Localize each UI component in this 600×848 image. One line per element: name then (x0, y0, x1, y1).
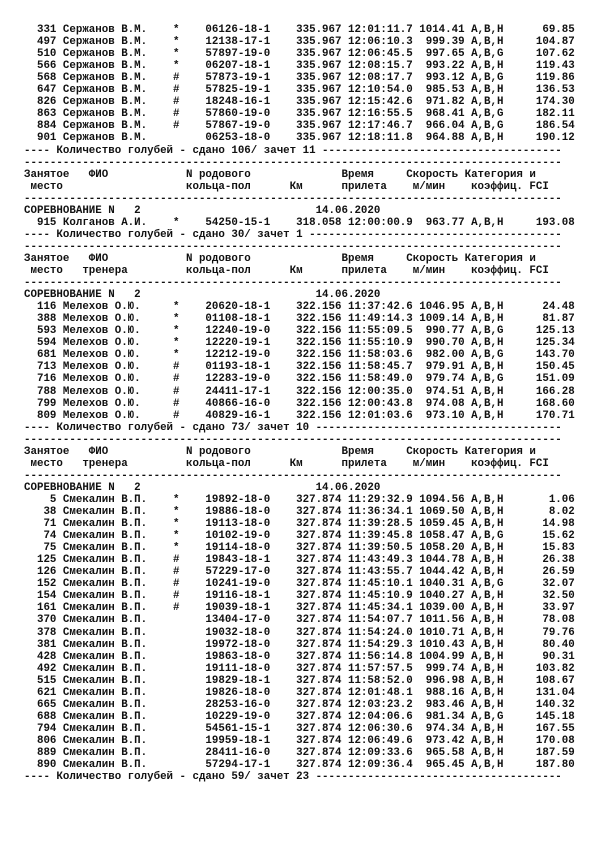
result-row: 154 Смекалин В.П. # 19116-18-1 327.874 11:45:10.9 1040.27 A,B,H 32.50 (24, 590, 575, 603)
result-row: 566 Сержанов В.М. * 06207-18-1 335.967 12:08:15.7 993.22 A,B,H 119.43 (24, 60, 575, 73)
result-row: 621 Смекалин В.П. 19826-18-0 327.874 12:01:48.1 988.16 A,B,H 131.04 (24, 686, 575, 699)
result-row: 890 Смекалин В.П. 57294-17-1 327.874 12:09:36.4 965.45 A,B,H 187.80 (24, 759, 575, 772)
result-row: 826 Сержанов В.М. # 18248-16-1 335.967 12:15:42.6 971.82 A,B,H 174.30 (24, 96, 575, 109)
result-row: 428 Смекалин В.П. 19863-18-0 327.874 11:56:14.8 1004.99 A,B,H 90.31 (24, 650, 575, 663)
result-row: 809 Мелехов О.Ю. # 40829-16-1 322.156 12:01:03.6 973.10 A,B,H 170.71 (24, 409, 575, 422)
result-row: 799 Мелехов О.Ю. # 40866-16-0 322.156 12:00:43.8 974.08 A,B,H 168.60 (24, 397, 575, 410)
result-row: 884 Сержанов В.М. # 57867-19-0 335.967 12:17:46.7 966.04 A,B,G 186.54 (24, 120, 575, 133)
column-header: место тренера кольца-пол Км прилета м/мин коэффиц. FCI (24, 457, 549, 470)
result-row: 378 Смекалин В.П. 19032-18-0 327.874 11:54:24.0 1010.71 A,B,H 79.76 (24, 626, 575, 639)
result-row: 38 Смекалин В.П. * 19886-18-0 327.874 11:36:34.1 1069.50 A,B,H 8.02 (24, 506, 575, 518)
separator-line: ----------------------------------------------------------------------------------- (24, 192, 562, 205)
separator-line: ----------------------------------------------------------------------------------- (24, 240, 562, 253)
summary-line: ---- Количество голубей - сдано 30/ зачет 1 --------------------------------------- (24, 228, 562, 241)
separator-line: ----------------------------------------------------------------------------------- (24, 469, 562, 482)
competition-heading: СОРЕВНОВАНИЕ N 2 14.06.2020 (24, 204, 381, 217)
result-row: 915 Колганов А.И. * 54250-15-1 318.058 12:00:00.9 963.77 A,B,H 193.08 (24, 216, 575, 229)
column-header: Занятое ФИО N родового Время Скорость Категория и (24, 252, 536, 265)
competition-heading: СОРЕВНОВАНИЕ N 2 14.06.2020 (24, 481, 381, 494)
result-row: 713 Мелехов О.Ю. # 01193-18-1 322.156 11:58:45.7 979.91 A,B,H 150.45 (24, 361, 575, 374)
column-header: место кольца-пол Км прилета м/мин коэффиц. FCI (24, 180, 549, 193)
result-row: 492 Смекалин В.П. 19111-18-0 327.874 11:57:57.5 999.74 A,B,H 103.82 (24, 662, 575, 675)
result-row: 889 Смекалин В.П. 28411-16-0 327.874 12:09:33.6 965.58 A,B,H 187.59 (24, 747, 575, 759)
result-row: 716 Мелехов О.Ю. # 12283-19-0 322.156 11:58:49.0 979.74 A,B,G 151.09 (24, 373, 575, 386)
result-row: 594 Мелехов О.Ю. * 12220-19-1 322.156 11:55:10.9 990.70 A,B,H 125.34 (24, 337, 575, 350)
result-row: 5 Смекалин В.П. * 19892-18-0 327.874 11:29:32.9 1094.56 A,B,H 1.06 (24, 493, 575, 506)
result-row: 71 Смекалин В.П. * 19113-18-0 327.874 11:39:28.5 1059.45 A,B,H 14.98 (24, 518, 575, 531)
result-row: 388 Мелехов О.Ю. * 01108-18-1 322.156 11:49:14.3 1009.14 A,B,H 81.87 (24, 313, 575, 326)
result-row: 863 Сержанов В.М. # 57860-19-0 335.967 12:16:55.5 968.41 A,B,G 182.11 (24, 108, 575, 121)
summary-line: ---- Количество голубей - сдано 73/ зачет 10 -------------------------------------- (24, 421, 562, 434)
result-row: 788 Мелехов О.Ю. # 24411-17-1 322.156 12:00:35.0 974.51 A,B,H 166.28 (24, 385, 575, 398)
result-row: 681 Мелехов О.Ю. * 12212-19-0 322.156 11:58:03.6 982.00 A,B,G 143.70 (24, 349, 575, 362)
competition-heading: СОРЕВНОВАНИЕ N 2 14.06.2020 (24, 289, 381, 302)
result-row: 125 Смекалин В.П. # 19843-18-1 327.874 11:43:49.3 1044.78 A,B,H 26.38 (24, 554, 575, 567)
result-row: 497 Сержанов В.М. * 12138-17-1 335.967 12:06:10.3 999.39 A,B,H 104.87 (24, 36, 575, 49)
result-row: 381 Смекалин В.П. 19972-18-0 327.874 11:54:29.3 1010.43 A,B,H 80.40 (24, 638, 575, 651)
result-row: 370 Смекалин В.П. 13404-17-0 327.874 11:54:07.7 1011.56 A,B,H 78.08 (24, 614, 575, 627)
result-row: 331 Сержанов В.М. * 06126-18-1 335.967 12:01:11.7 1014.41 A,B,H 69.85 (24, 24, 575, 36)
result-row: 510 Сержанов В.М. * 57897-19-0 335.967 12:06:45.5 997.65 A,B,G 107.62 (24, 48, 575, 61)
result-row: 568 Сержанов В.М. # 57873-19-1 335.967 12:08:17.7 993.12 A,B,G 119.86 (24, 72, 575, 85)
separator-line: ----------------------------------------------------------------------------------- (24, 156, 562, 169)
result-row: 794 Смекалин В.П. 54561-15-1 327.874 12:06:30.6 974.34 A,B,H 167.55 (24, 722, 575, 735)
separator-line: ----------------------------------------------------------------------------------- (24, 433, 562, 446)
result-row: 116 Мелехов О.Ю. * 20620-18-1 322.156 11:37:42.6 1046.95 A,B,H 24.48 (24, 301, 575, 314)
result-row: 74 Смекалин В.П. * 10102-19-0 327.874 11:39:45.8 1058.47 A,B,G 15.62 (24, 530, 575, 543)
column-header: место тренера кольца-пол Км прилета м/мин коэффиц. FCI (24, 265, 549, 277)
separator-line: ----------------------------------------------------------------------------------- (24, 277, 562, 290)
result-row: 75 Смекалин В.П. * 19114-18-0 327.874 11:39:50.5 1058.20 A,B,H 15.83 (24, 542, 575, 555)
column-header: Занятое ФИО N родового Время Скорость Категория и (24, 168, 536, 181)
result-row: 161 Смекалин В.П. # 19039-18-1 327.874 11:45:34.1 1039.00 A,B,H 33.97 (24, 602, 575, 615)
result-row: 152 Смекалин В.П. # 10241-19-0 327.874 11:45:10.1 1040.31 A,B,G 32.07 (24, 578, 575, 591)
column-header: Занятое ФИО N родового Время Скорость Категория и (24, 445, 536, 458)
result-row: 126 Смекалин В.П. # 57229-17-0 327.874 11:43:55.7 1044.42 A,B,H 26.59 (24, 566, 575, 579)
result-row: 901 Сержанов В.М. 06253-18-0 335.967 12:18:11.8 964.88 A,B,H 190.12 (24, 132, 575, 145)
result-row: 647 Сержанов В.М. # 57825-19-1 335.967 12:10:54.0 985.53 A,B,H 136.53 (24, 84, 575, 97)
summary-line: ---- Количество голубей - сдано 59/ зачет 23 -------------------------------------- (24, 771, 562, 784)
result-row: 515 Смекалин В.П. 19829-18-1 327.874 11:58:52.0 996.98 A,B,H 108.67 (24, 674, 575, 687)
summary-line: ---- Количество голубей - сдано 106/ зачет 11 ------------------------------------- (24, 144, 562, 157)
result-row: 593 Мелехов О.Ю. * 12240-19-0 322.156 11:55:09.5 990.77 A,B,G 125.13 (24, 325, 575, 338)
result-row: 688 Смекалин В.П. 10229-19-0 327.874 12:04:06.6 981.34 A,B,G 145.18 (24, 710, 575, 723)
result-row: 665 Смекалин В.П. 28253-16-0 327.874 12:03:23.2 983.46 A,B,H 140.32 (24, 698, 575, 711)
result-row: 806 Смекалин В.П. 19959-18-1 327.874 12:06:49.6 973.42 A,B,H 170.08 (24, 734, 575, 747)
